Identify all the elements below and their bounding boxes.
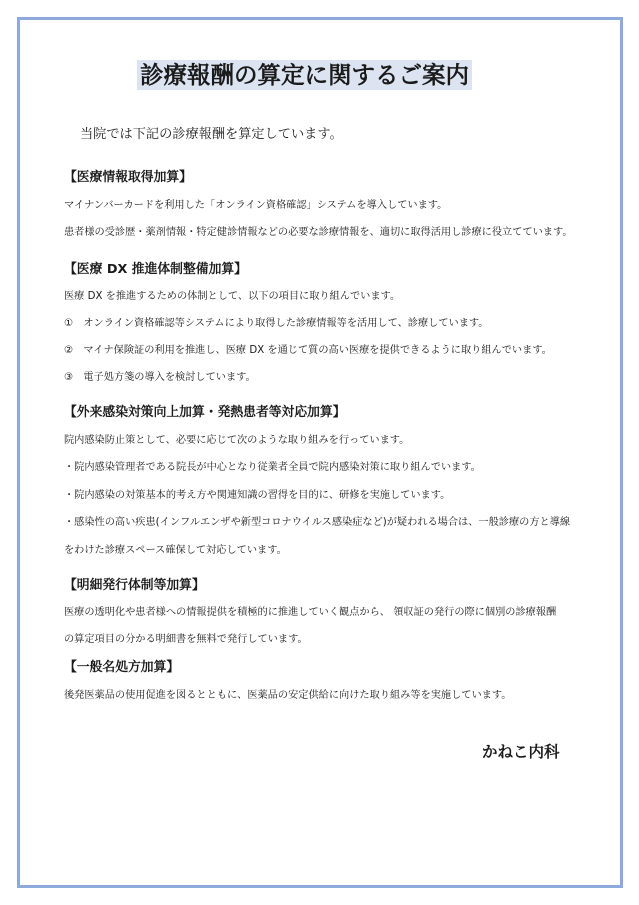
section-line: ・感染性の高い疾患(インフルエンザや新型コロナウイルス感染症など)が疑われる場合は、一般診療の方と導線	[64, 517, 571, 528]
section-heading-medical-dx: 【医療 DX 推進体制整備加算】	[64, 262, 247, 277]
section-line: ・院内感染管理者である院長が中心となり従業者全員で院内感染対策に取り組んでいます。	[64, 462, 481, 473]
section-line: ・院内感染の対策基本的考え方や関連知識の習得を目的に、研修を実施しています。	[64, 490, 451, 501]
page-title: 診療報酬の算定に関するご案内	[137, 60, 472, 90]
section-heading-infection-control: 【外来感染対策向上加算・発熱患者等対応加算】	[64, 405, 346, 420]
section-line: ③ 電子処方箋の導入を検討しています。	[64, 372, 256, 383]
section-line: ① オンライン資格確認等システムにより取得した診療情報等を活用して、診療しています。	[64, 318, 489, 329]
section-heading-medical-info: 【医療情報取得加算】	[64, 170, 192, 185]
section-line: 医療 DX を推進するための体制として、以下の項目に取り組んでいます。	[64, 291, 401, 302]
section-line: 院内感染防止策として、必要に応じて次のような取り組みを行っています。	[64, 435, 410, 446]
section-heading-generic-prescription: 【一般名処方加算】	[64, 660, 180, 675]
intro-text: 当院では下記の診療報酬を算定しています。	[80, 127, 343, 142]
section-line: の算定項目の分かる明細書を無料で発行しています。	[64, 634, 308, 645]
section-line: 医療の透明化や患者様への情報提供を積極的に推進していく観点から、 領収証の発行の際に個別の診療報酬	[64, 607, 557, 618]
section-line: 後発医薬品の使用促進を図るとともに、医薬品の安定供給に向けた取り組み等を実施しています。	[64, 690, 512, 701]
section-line: ② マイナ保険証の利用を推進し、医療 DX を通じて質の高い医療を提供できるように取り組んでいます。	[64, 345, 552, 356]
clinic-signature: かねこ内科	[482, 743, 560, 761]
section-heading-itemized-receipt: 【明細発行体制等加算】	[64, 578, 205, 593]
section-line: 患者様の受診歴・薬剤情報・特定健診情報などの必要な診療情報を、適切に取得活用し診療に役立てています。	[64, 227, 573, 238]
section-line: マイナンバーカードを利用した「オンライン資格確認」システムを導入しています。	[64, 200, 448, 211]
section-line: をわけた診療スペース確保して対応しています。	[64, 545, 287, 556]
